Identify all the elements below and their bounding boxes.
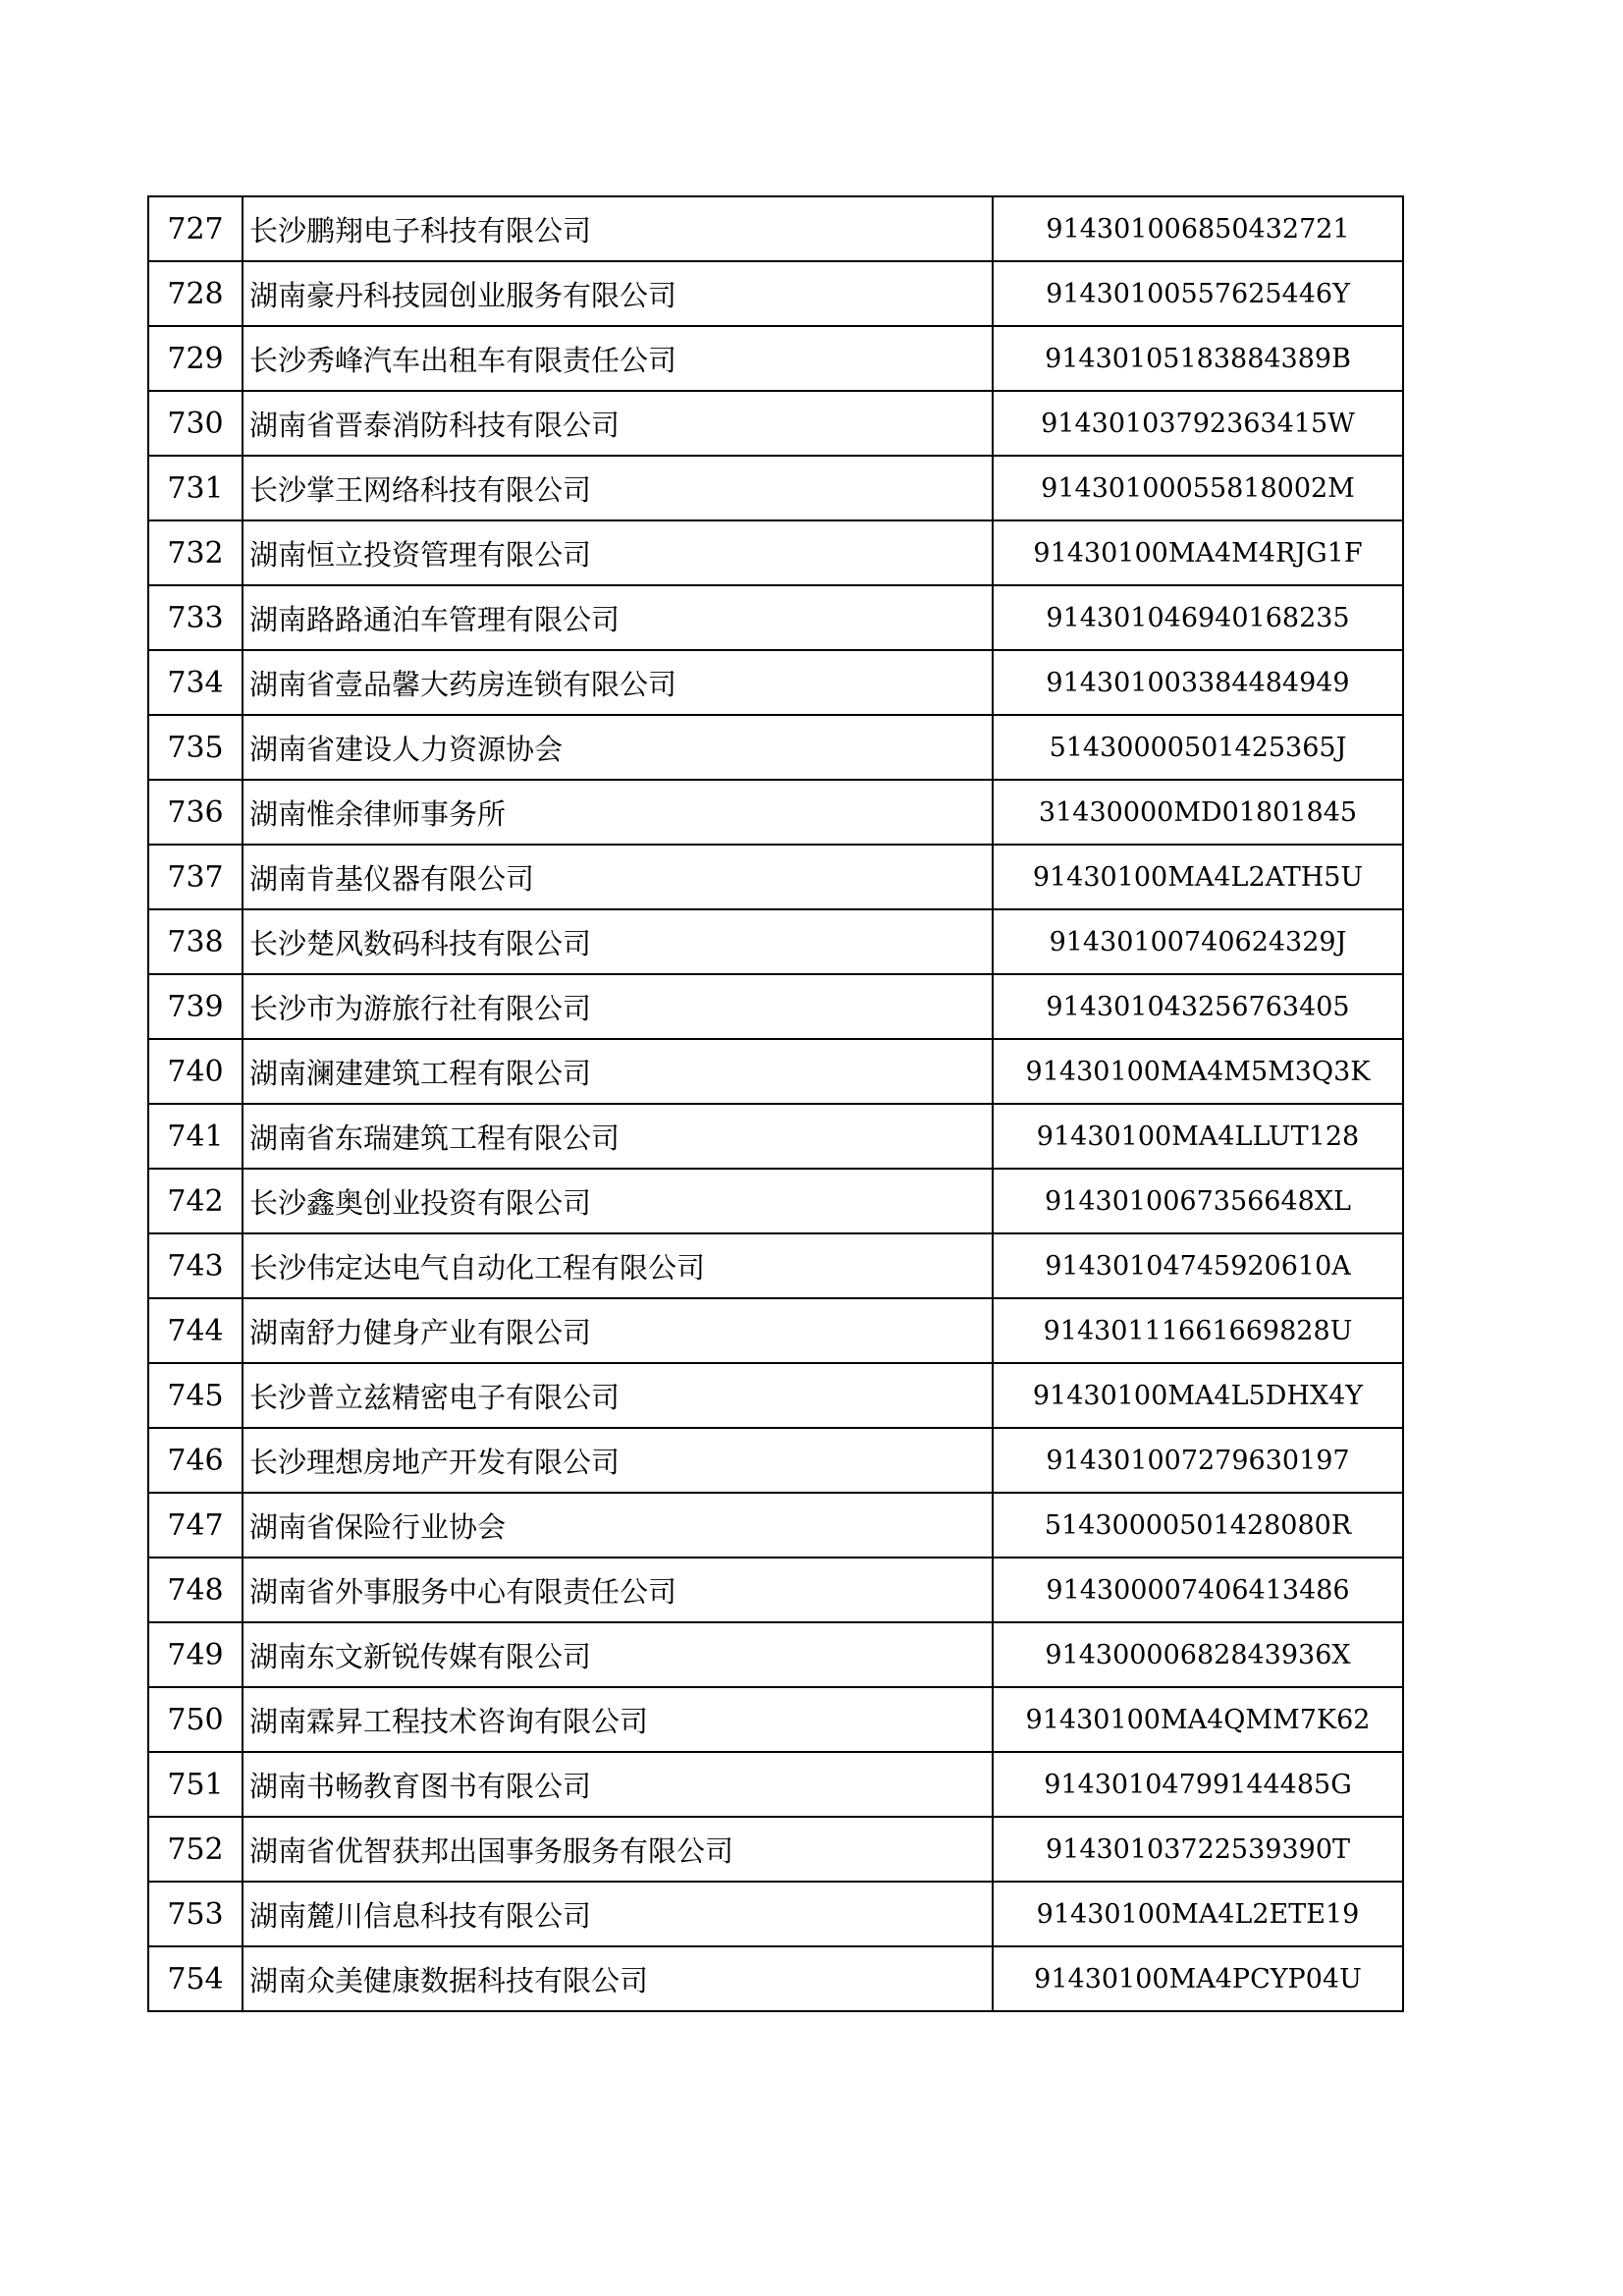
- row-number: 750: [148, 1687, 243, 1752]
- credit-code: 91430000682843936X: [993, 1622, 1403, 1687]
- credit-code: 91430100MA4L5DHX4Y: [993, 1363, 1403, 1428]
- organization-name: 湖南霖昇工程技术咨询有限公司: [243, 1687, 993, 1752]
- row-number: 747: [148, 1493, 243, 1558]
- table-row: [148, 585, 1403, 650]
- organization-name: 长沙秀峰汽车出租车有限责任公司: [243, 326, 993, 391]
- table-row: [148, 326, 1403, 391]
- organization-name: 长沙伟定达电气自动化工程有限公司: [243, 1233, 993, 1298]
- table-row: [148, 520, 1403, 585]
- credit-code: 91430100MA4PCYP04U: [993, 1946, 1403, 2011]
- table-row: [148, 1817, 1403, 1882]
- table-row: [148, 780, 1403, 845]
- credit-code: 91430100MA4M4RJG1F: [993, 520, 1403, 585]
- row-number: 744: [148, 1298, 243, 1363]
- organization-name: 湖南省壹品馨大药房连锁有限公司: [243, 650, 993, 715]
- organization-name: 湖南澜建建筑工程有限公司: [243, 1039, 993, 1104]
- credit-code: 91430100055818002M: [993, 456, 1403, 520]
- table-row: [148, 1233, 1403, 1298]
- credit-code: 914301046940168235: [993, 585, 1403, 650]
- organization-name: 湖南省建设人力资源协会: [243, 715, 993, 780]
- organization-name: 长沙鹏翔电子科技有限公司: [243, 196, 993, 261]
- table-row: [148, 1039, 1403, 1104]
- row-number: 754: [148, 1946, 243, 2011]
- credit-code: 914301043256763405: [993, 974, 1403, 1039]
- credit-code: 51430000501425365J: [993, 715, 1403, 780]
- row-number: 730: [148, 391, 243, 456]
- credit-code: 91430100MA4LLUT128: [993, 1104, 1403, 1169]
- credit-code: 91430111661669828U: [993, 1298, 1403, 1363]
- credit-code: 91430100MA4M5M3Q3K: [993, 1039, 1403, 1104]
- row-number: 729: [148, 326, 243, 391]
- row-number: 741: [148, 1104, 243, 1169]
- organization-name: 湖南省东瑞建筑工程有限公司: [243, 1104, 993, 1169]
- registry-table: [147, 195, 1404, 2012]
- table-row: [148, 715, 1403, 780]
- table-row: [148, 1946, 1403, 2011]
- row-number: 732: [148, 520, 243, 585]
- registry-table-body: [148, 196, 1403, 2011]
- credit-code: 91430100MA4L2ETE19: [993, 1882, 1403, 1946]
- table-row: [148, 1363, 1403, 1428]
- organization-name: 长沙鑫奥创业投资有限公司: [243, 1169, 993, 1233]
- organization-name: 长沙理想房地产开发有限公司: [243, 1428, 993, 1493]
- row-number: 753: [148, 1882, 243, 1946]
- credit-code: 91430105183884389B: [993, 326, 1403, 391]
- table-row: [148, 1622, 1403, 1687]
- organization-name: 湖南书畅教育图书有限公司: [243, 1752, 993, 1817]
- row-number: 746: [148, 1428, 243, 1493]
- row-number: 740: [148, 1039, 243, 1104]
- organization-name: 湖南众美健康数据科技有限公司: [243, 1946, 993, 2011]
- table-row: [148, 1882, 1403, 1946]
- organization-name: 湖南豪丹科技园创业服务有限公司: [243, 261, 993, 326]
- credit-code: 91430100557625446Y: [993, 261, 1403, 326]
- row-number: 736: [148, 780, 243, 845]
- table-row: [148, 1687, 1403, 1752]
- credit-code: 91430100MA4QMM7K62: [993, 1687, 1403, 1752]
- credit-code: 91430104745920610A: [993, 1233, 1403, 1298]
- organization-name: 湖南东文新锐传媒有限公司: [243, 1622, 993, 1687]
- row-number: 728: [148, 261, 243, 326]
- organization-name: 长沙普立兹精密电子有限公司: [243, 1363, 993, 1428]
- row-number: 745: [148, 1363, 243, 1428]
- organization-name: 湖南麓川信息科技有限公司: [243, 1882, 993, 1946]
- table-row: [148, 1558, 1403, 1622]
- table-row: [148, 845, 1403, 909]
- table-row: [148, 1428, 1403, 1493]
- row-number: 735: [148, 715, 243, 780]
- table-row: [148, 650, 1403, 715]
- credit-code: 91430104799144485G: [993, 1752, 1403, 1817]
- row-number: 752: [148, 1817, 243, 1882]
- credit-code: 51430000501428080R: [993, 1493, 1403, 1558]
- credit-code: 91430100MA4L2ATH5U: [993, 845, 1403, 909]
- table-row: [148, 1104, 1403, 1169]
- row-number: 737: [148, 845, 243, 909]
- row-number: 748: [148, 1558, 243, 1622]
- row-number: 738: [148, 909, 243, 974]
- row-number: 742: [148, 1169, 243, 1233]
- table-row: [148, 1493, 1403, 1558]
- credit-code: 914300007406413486: [993, 1558, 1403, 1622]
- organization-name: 湖南肯基仪器有限公司: [243, 845, 993, 909]
- table-row: [148, 261, 1403, 326]
- credit-code: 914301003384484949: [993, 650, 1403, 715]
- organization-name: 湖南路路通泊车管理有限公司: [243, 585, 993, 650]
- row-number: 739: [148, 974, 243, 1039]
- table-row: [148, 1298, 1403, 1363]
- credit-code: 91430103722539390T: [993, 1817, 1403, 1882]
- row-number: 734: [148, 650, 243, 715]
- credit-code: 9143010067356648XL: [993, 1169, 1403, 1233]
- organization-name: 长沙掌王网络科技有限公司: [243, 456, 993, 520]
- table-row: [148, 909, 1403, 974]
- organization-name: 湖南省晋泰消防科技有限公司: [243, 391, 993, 456]
- row-number: 733: [148, 585, 243, 650]
- organization-name: 湖南惟余律师事务所: [243, 780, 993, 845]
- organization-name: 湖南省优智获邦出国事务服务有限公司: [243, 1817, 993, 1882]
- credit-code: 914301007279630197: [993, 1428, 1403, 1493]
- table-row: [148, 974, 1403, 1039]
- credit-code: 91430100740624329J: [993, 909, 1403, 974]
- credit-code: 91430103792363415W: [993, 391, 1403, 456]
- row-number: 743: [148, 1233, 243, 1298]
- organization-name: 湖南舒力健身产业有限公司: [243, 1298, 993, 1363]
- table-row: [148, 196, 1403, 261]
- organization-name: 长沙楚风数码科技有限公司: [243, 909, 993, 974]
- table-row: [148, 391, 1403, 456]
- row-number: 731: [148, 456, 243, 520]
- table-row: [148, 1169, 1403, 1233]
- credit-code: 31430000MD01801845: [993, 780, 1403, 845]
- organization-name: 湖南省外事服务中心有限责任公司: [243, 1558, 993, 1622]
- row-number: 749: [148, 1622, 243, 1687]
- row-number: 727: [148, 196, 243, 261]
- table-row: [148, 1752, 1403, 1817]
- organization-name: 长沙市为游旅行社有限公司: [243, 974, 993, 1039]
- credit-code: 914301006850432721: [993, 196, 1403, 261]
- organization-name: 湖南恒立投资管理有限公司: [243, 520, 993, 585]
- table-row: [148, 456, 1403, 520]
- row-number: 751: [148, 1752, 243, 1817]
- organization-name: 湖南省保险行业协会: [243, 1493, 993, 1558]
